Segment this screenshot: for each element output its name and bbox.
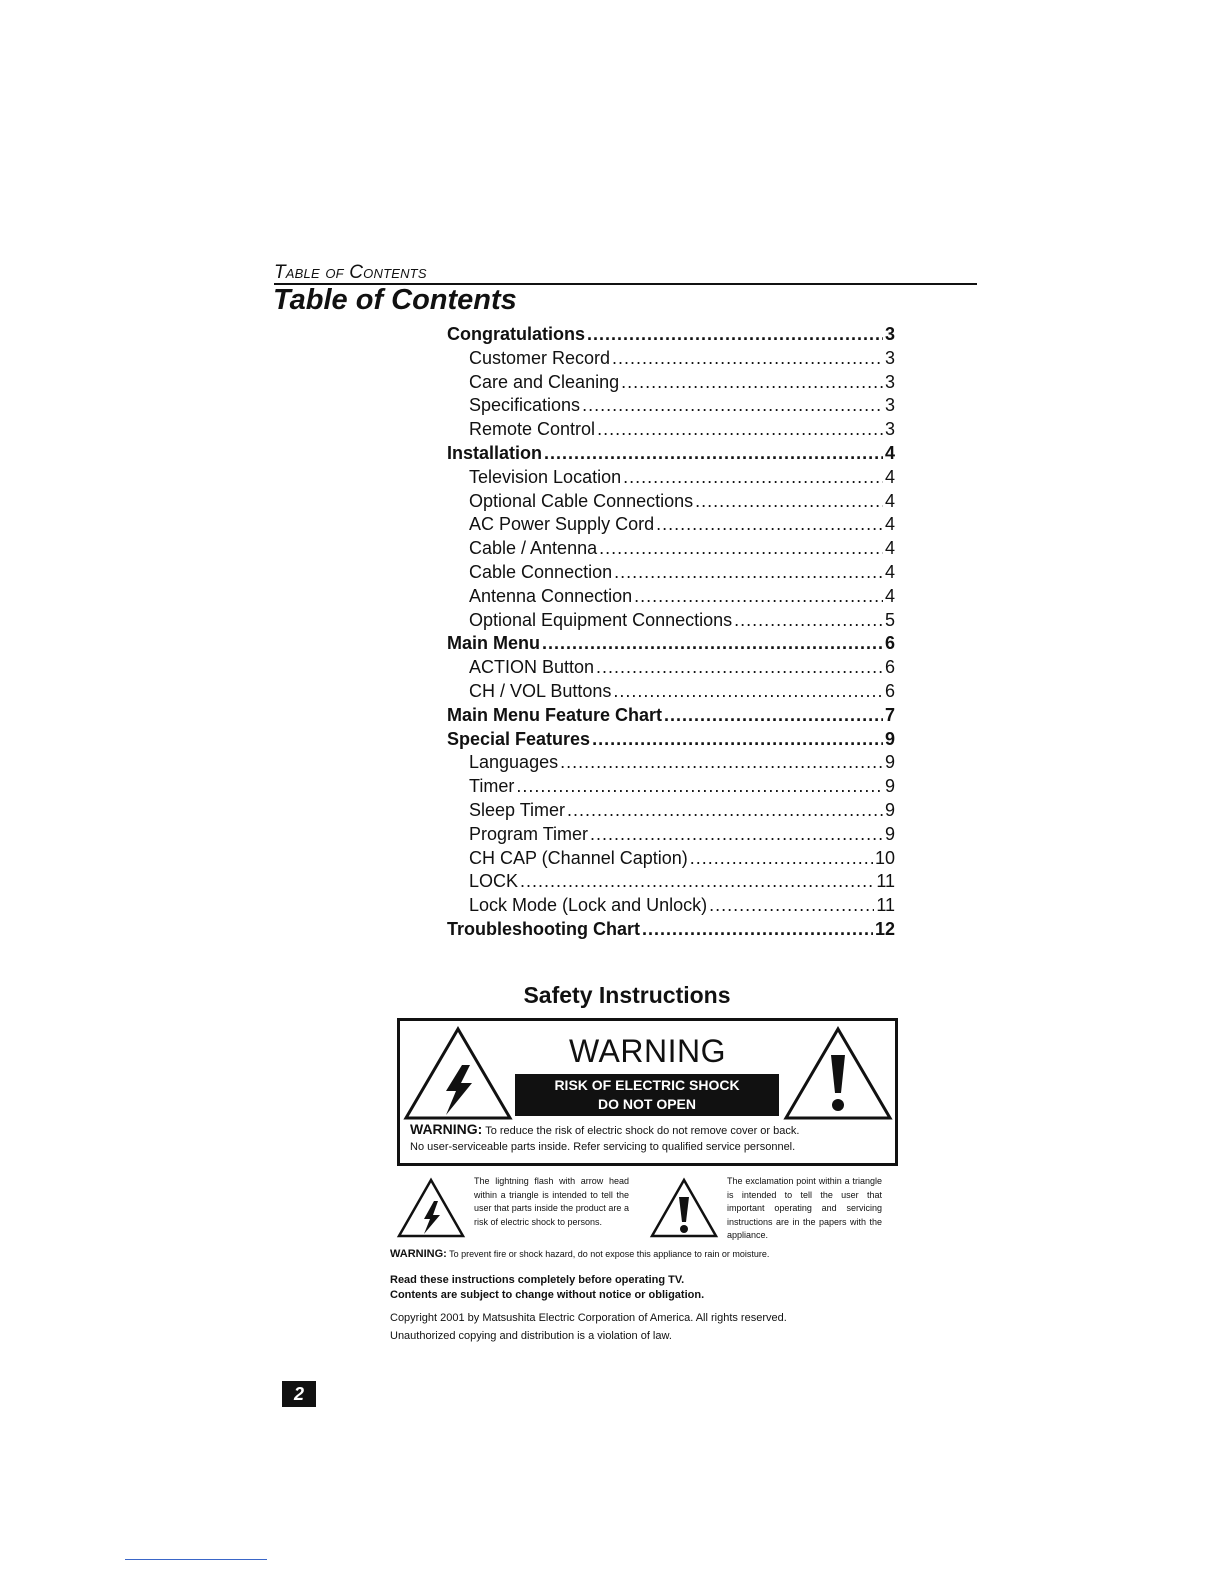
toc-entry-page: 4: [884, 514, 895, 535]
toc-entry-page: 6: [884, 657, 895, 678]
toc-subsection-entry: [447, 895, 895, 919]
toc-entry-page: 10: [874, 847, 895, 868]
toc-leader-dots: [560, 752, 883, 773]
toc-entry-label: Television Location: [469, 466, 622, 487]
toc-entry-page: 7: [884, 704, 895, 725]
toc-section-entry: [447, 443, 895, 467]
copyright-line-1: Copyright 2001 by Matsushita Electric Corporation of America. All rights reserved.: [390, 1312, 787, 1324]
toc-section-entry: [447, 324, 895, 348]
toc-leader-dots: [642, 919, 873, 940]
toc-subsection-entry: [447, 752, 895, 776]
warning-banner: [515, 1074, 779, 1116]
warning-label: WARNING:: [410, 1121, 483, 1137]
read-line-1: Read these instructions completely before operating TV.: [390, 1274, 685, 1286]
fire-warning: [390, 1248, 769, 1260]
toc-entry-label: Program Timer: [469, 823, 589, 844]
toc-entry-page: 9: [884, 752, 895, 773]
toc-leader-dots: [599, 538, 883, 559]
toc-entry-page: 3: [884, 371, 895, 392]
toc-entry-page: 3: [884, 324, 895, 344]
toc-leader-dots: [690, 848, 873, 869]
toc-section-entry: [447, 729, 895, 753]
read-line-2: Contents are subject to change without notice or obligation.: [390, 1289, 705, 1301]
toc-leader-dots: [596, 657, 883, 678]
toc-entry-label: Cable / Antenna: [469, 538, 598, 559]
copyright-line-2: Unauthorized copying and distribution is a violation of law.: [390, 1330, 672, 1342]
toc-entry-page: 4: [884, 466, 895, 487]
toc-subsection-entry: [447, 848, 895, 872]
page-title: Table of Contents: [273, 284, 517, 316]
toc-leader-dots: [734, 610, 883, 631]
toc-entry-label: Antenna Connection: [469, 585, 633, 606]
toc-entry-label: AC Power Supply Cord: [469, 514, 655, 535]
toc-entry-page: 4: [884, 538, 895, 559]
copyright: [390, 1309, 787, 1345]
toc-subsection-entry: [447, 824, 895, 848]
toc-leader-dots: [520, 871, 874, 892]
toc-entry-label: LOCK: [469, 871, 519, 892]
toc-section-entry: [447, 705, 895, 729]
toc-entry-page: 4: [884, 585, 895, 606]
warning-title: WARNING: [569, 1033, 726, 1069]
lightning-explanation: The lightning flash with arrow head within a triangle is intended to tell the user that parts inside the product are a risk of electric shock to persons.: [474, 1176, 629, 1227]
toc-entry-page: 4: [884, 561, 895, 582]
toc-entry-label: Congratulations: [447, 324, 585, 344]
toc-leader-dots: [664, 705, 883, 726]
warning-text-line-1: To reduce the risk of electric shock do not remove cover or back.: [485, 1125, 800, 1137]
toc-entry-label: CH CAP (Channel Caption): [469, 847, 688, 868]
toc-entry-label: Special Features: [447, 728, 591, 749]
toc-subsection-entry: [447, 776, 895, 800]
bottom-rule: [125, 1559, 267, 1560]
toc-subsection-entry: [447, 419, 895, 443]
toc-entry-page: 3: [884, 395, 895, 416]
toc-entry-page: 3: [884, 347, 895, 368]
warning-box: [397, 1018, 898, 1166]
toc-leader-dots: [634, 586, 883, 607]
toc-entry-label: Optional Cable Connections: [469, 490, 694, 511]
toc-subsection-entry: [447, 514, 895, 538]
toc-leader-dots: [612, 348, 883, 369]
toc-entry-label: ACTION Button: [469, 657, 595, 678]
toc-leader-dots: [613, 681, 883, 702]
toc-subsection-entry: [447, 348, 895, 372]
toc-subsection-entry: [447, 681, 895, 705]
exclamation-triangle-icon: [782, 1025, 894, 1121]
toc-subsection-entry: [447, 467, 895, 491]
toc-leader-dots: [597, 419, 883, 440]
warning-text: [410, 1121, 889, 1155]
toc-entry-page: 3: [884, 419, 895, 440]
toc-subsection-entry: [447, 871, 895, 895]
toc-entry-label: Remote Control: [469, 419, 596, 440]
read-instructions: [390, 1273, 704, 1303]
banner-line-2: DO NOT OPEN: [597, 1096, 696, 1112]
toc-leader-dots: [582, 395, 883, 416]
toc-entry-label: Languages: [469, 752, 559, 773]
toc-subsection-entry: [447, 395, 895, 419]
toc-entry-page: 9: [884, 776, 895, 797]
toc-entry-label: Troubleshooting Chart: [447, 918, 640, 939]
toc-subsection-entry: [447, 800, 895, 824]
toc-leader-dots: [592, 729, 883, 750]
toc-entry-label: Customer Record: [469, 347, 611, 368]
toc-leader-dots: [590, 824, 883, 845]
toc-leader-dots: [542, 633, 883, 654]
toc-entry-label: Main Menu Feature Chart: [447, 704, 663, 725]
toc-leader-dots: [614, 562, 883, 583]
toc-entry-label: Timer: [469, 776, 515, 797]
toc-entry-label: Optional Equipment Connections: [469, 609, 733, 630]
toc-entry-page: 9: [884, 823, 895, 844]
toc-subsection-entry: [447, 372, 895, 396]
toc-leader-dots: [709, 895, 874, 916]
toc-entry-page: 11: [876, 895, 895, 916]
toc-leader-dots: [587, 324, 883, 345]
safety-title: Safety Instructions: [523, 982, 731, 1008]
toc-section-entry: [447, 919, 895, 943]
banner-line-1: RISK OF ELECTRIC SHOCK: [554, 1077, 740, 1093]
fire-warning-label: WARNING:: [390, 1248, 447, 1260]
toc-entry-page: 9: [884, 728, 895, 749]
toc-entry-page: 11: [876, 871, 895, 892]
lightning-triangle-small-icon: [396, 1177, 466, 1239]
toc-subsection-entry: [447, 657, 895, 681]
toc-subsection-entry: [447, 562, 895, 586]
toc-entry-label: Care and Cleaning: [469, 371, 620, 392]
toc-leader-dots: [623, 467, 883, 488]
toc-entry-label: Specifications: [469, 395, 581, 416]
toc-entry-page: 4: [884, 442, 895, 463]
toc-entry-label: Cable Connection: [469, 561, 613, 582]
toc-entry-label: Installation: [447, 442, 543, 463]
toc-entry-page: 6: [884, 633, 895, 654]
toc-leader-dots: [695, 491, 883, 512]
toc-entry-page: 6: [884, 680, 895, 701]
toc-leader-dots: [567, 800, 883, 821]
toc-entry-label: Main Menu: [447, 633, 540, 654]
toc-entry-label: Lock Mode (Lock and Unlock): [469, 895, 708, 916]
warning-text-line-2: No user-serviceable parts inside. Refer servicing to qualified service personnel.: [410, 1141, 796, 1153]
toc-leader-dots: [544, 443, 883, 464]
toc-entry-page: 12: [874, 918, 895, 939]
toc-subsection-entry: [447, 586, 895, 610]
toc-section-entry: [447, 633, 895, 657]
table-of-contents: [447, 324, 895, 943]
toc-entry-label: Sleep Timer: [469, 799, 566, 820]
toc-leader-dots: [516, 776, 883, 797]
toc-leader-dots: [656, 514, 883, 535]
toc-subsection-entry: [447, 610, 895, 634]
toc-subsection-entry: [447, 538, 895, 562]
toc-entry-page: 9: [884, 799, 895, 820]
exclamation-explanation: The exclamation point within a triangle is intended to tell the user that important operating and servicing instructions are in the papers with the appliance.: [727, 1176, 882, 1240]
toc-entry-label: CH / VOL Buttons: [469, 680, 612, 701]
exclamation-triangle-small-icon: [649, 1177, 719, 1239]
toc-subsection-entry: [447, 491, 895, 515]
page-number: 2: [282, 1381, 316, 1407]
header-small-title-text: Table of Contents: [274, 262, 427, 283]
header-small-title: [274, 262, 427, 284]
fire-warning-text: To prevent fire or shock hazard, do not expose this appliance to rain or moisture.: [449, 1249, 770, 1259]
toc-entry-page: 4: [884, 490, 895, 511]
toc-leader-dots: [621, 372, 883, 393]
toc-entry-page: 5: [884, 609, 895, 630]
